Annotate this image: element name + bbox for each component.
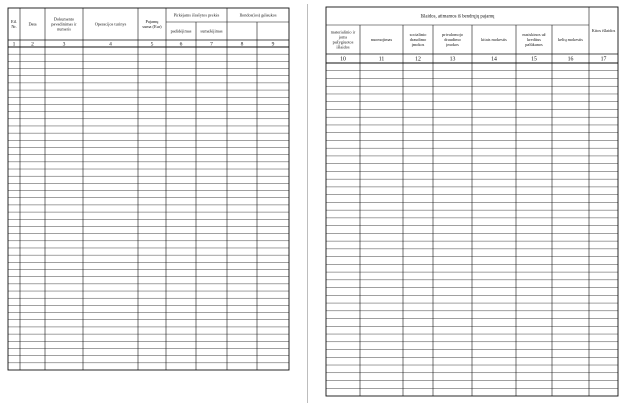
header-mandatory-insurance-line: įmokos <box>446 41 459 47</box>
header-road-tax-line: kelių mokestis <box>558 37 583 43</box>
header-social-insurance <box>410 32 427 47</box>
column-number: 8 <box>240 41 244 48</box>
header-income-sum-line: Pajamų <box>145 19 159 25</box>
header-other-taxes-line: kitais mokestis <box>481 37 507 43</box>
header-social-insurance-line: draudimo <box>409 37 427 43</box>
header-social-insurance-line: įmokos <box>411 41 425 47</box>
header-materials-line: išlaidos <box>336 44 350 50</box>
header-income-sum <box>142 19 162 29</box>
header-materials-line: pažygiuotos <box>332 39 354 45</box>
header-document-name <box>51 17 77 32</box>
header-group-activity-line: Ilondos(ios) gėlaukos <box>239 12 277 18</box>
header-group-change <box>174 13 220 18</box>
header-other-expenses-line: Kitos išlaidos <box>591 28 616 34</box>
column-number: 11 <box>378 56 385 63</box>
header-other-taxes <box>481 37 507 42</box>
header-operation-line: Operacijos turinys <box>94 21 127 27</box>
header-loan-interest <box>522 32 545 47</box>
header-decrease-line: sumažėjimas <box>200 28 223 34</box>
header-row-no <box>11 19 17 29</box>
header-rent-line: nuomojimas <box>370 37 393 43</box>
column-number: 16 <box>567 56 574 63</box>
header-increase-line: padidėjimas <box>170 28 192 34</box>
column-number: 5 <box>150 41 154 48</box>
header-decrease <box>200 29 223 34</box>
header-group-activity <box>239 13 276 18</box>
header-document-name-line: Dokumento <box>53 16 75 22</box>
column-number: 3 <box>62 41 66 48</box>
header-materials-line: materialinio ir <box>330 29 356 35</box>
header-loan-interest-line: kreditus <box>527 37 541 43</box>
header-materials <box>331 30 356 50</box>
header-materials-line: joms <box>338 34 348 40</box>
column-number: 1 <box>12 41 16 48</box>
column-number: 4 <box>109 41 112 48</box>
header-mandatory-insurance <box>442 32 463 47</box>
header-document-name-line: numeris <box>57 26 71 32</box>
header-rent <box>371 37 393 42</box>
header-other-expenses <box>592 28 616 33</box>
header-row-no-line: Nr. <box>11 23 17 29</box>
column-number: 12 <box>415 56 421 63</box>
right-page-expense-table <box>326 7 618 396</box>
header-loan-interest-line: palūkanos <box>525 41 543 47</box>
header-date <box>28 22 36 27</box>
header-mandatory-insurance-line: privalomojo <box>441 32 464 38</box>
header-group-change-line: Pirkėjams išrašytos prekės <box>173 12 220 18</box>
column-number: 2 <box>31 41 34 48</box>
column-number: 7 <box>210 41 213 48</box>
header-increase <box>171 29 192 34</box>
header-expenses-group-line: Išlaidos, atimamos iš bendrųjų pajamų <box>420 14 495 20</box>
table-border <box>8 8 289 370</box>
header-row-no-line: Eil. <box>10 19 18 25</box>
header-date-line: Data <box>28 21 37 27</box>
column-number: 17 <box>600 56 607 63</box>
column-number: 13 <box>449 56 456 63</box>
left-page-income-table <box>8 8 289 370</box>
header-mandatory-insurance-line: draudimo <box>444 37 461 43</box>
header-social-insurance-line: socialinio <box>409 32 427 38</box>
header-road-tax <box>558 37 583 42</box>
column-number: 10 <box>340 56 346 63</box>
column-number: 15 <box>531 56 537 63</box>
header-expenses-group <box>421 15 496 20</box>
header-document-name-line: pavadinimas ir <box>51 21 77 27</box>
header-income-sum-line: suma (Eur) <box>142 23 162 29</box>
column-number: 14 <box>491 56 497 63</box>
column-number: 6 <box>179 41 183 48</box>
column-number: 9 <box>271 41 275 48</box>
header-loan-interest-line: nusiskinos už <box>522 32 546 38</box>
header-operation <box>95 22 127 27</box>
